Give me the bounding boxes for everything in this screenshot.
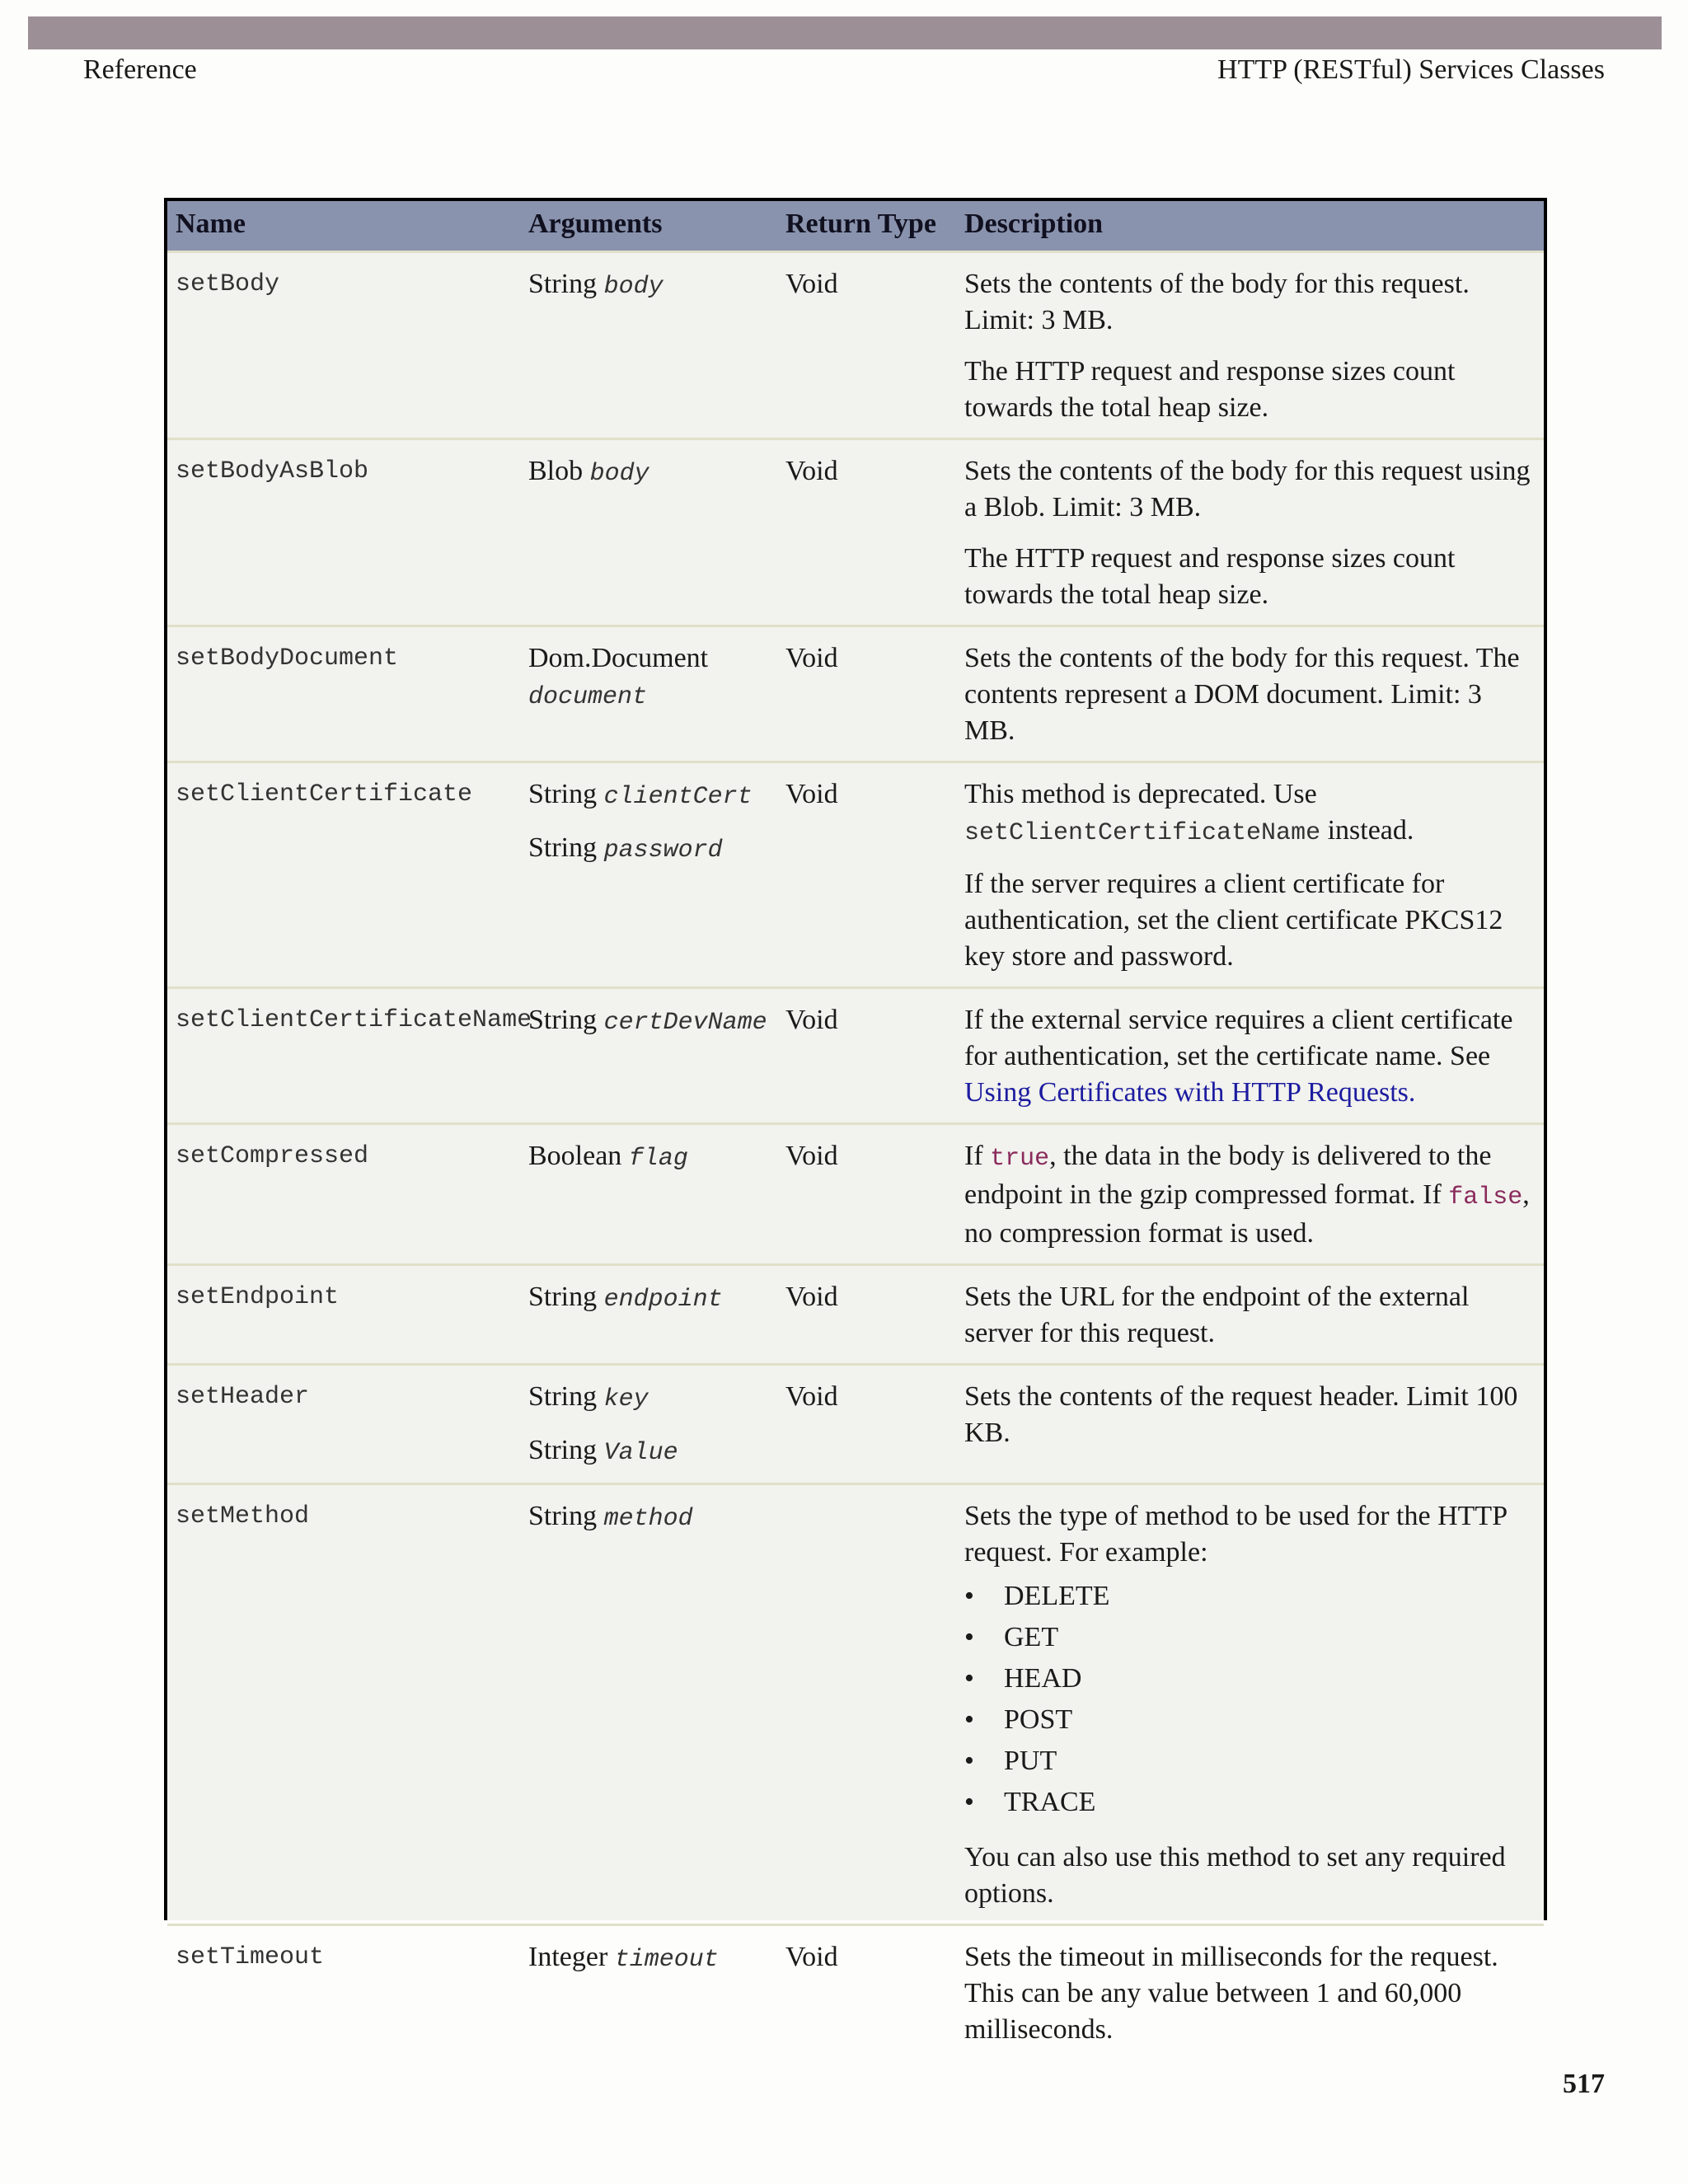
list-item (964, 1576, 1537, 1617)
http-methods-list (964, 1576, 1537, 1823)
methods-table (167, 198, 1544, 2060)
argument (528, 776, 771, 815)
return-type: Void (777, 1365, 956, 1484)
return-type (777, 1484, 956, 1925)
method-arguments (520, 762, 777, 988)
method-name: setMethod (167, 1484, 520, 1925)
list-item-text: PUT (1004, 1746, 1057, 1776)
list-item (964, 1658, 1537, 1699)
method-arguments (520, 1484, 777, 1925)
list-item (964, 1782, 1537, 1823)
table-row (167, 626, 1544, 762)
method-arguments (520, 988, 777, 1124)
description-paragraph: If the server requires a client certificate for authentication, set the client certificate PKCS12 key store and password. (964, 869, 1503, 972)
argument-name: Value (603, 1439, 678, 1467)
table-row (167, 1925, 1544, 2060)
method-description (956, 1265, 1544, 1365)
method-description (956, 1484, 1544, 1925)
code-keyword: false (1448, 1183, 1523, 1212)
return-type: Void (777, 988, 956, 1124)
description-paragraph: Sets the timeout in milliseconds for the request. This can be any value between 1 and 60,000 milliseconds. (964, 1942, 1498, 2045)
argument-type: Boolean (528, 1141, 622, 1171)
argument-name: certDevName (603, 1009, 767, 1037)
argument-type: Dom.Document (528, 643, 709, 673)
certificates-doc-link[interactable]: Using Certificates with HTTP Requests (964, 1077, 1409, 1108)
list-item-text: POST (1004, 1704, 1073, 1735)
argument (528, 1432, 771, 1471)
list-item-text: DELETE (1004, 1581, 1110, 1611)
argument (528, 266, 771, 305)
argument-type: String (528, 1501, 598, 1531)
header-section-title: Reference (83, 54, 197, 85)
argument (528, 1498, 771, 1537)
argument-name: endpoint (603, 1286, 723, 1314)
method-name: setCompressed (167, 1124, 520, 1265)
description-paragraph: Sets the contents of the request header. Limit 100 KB. (964, 1381, 1518, 1448)
description-paragraph: Sets the URL for the endpoint of the external server for this request. (964, 1282, 1470, 1348)
list-item (964, 1699, 1537, 1741)
description-paragraph: Sets the contents of the body for this request. Limit: 3 MB. (964, 269, 1470, 335)
description-paragraph: Sets the type of method to be used for the HTTP request. For example: (964, 1501, 1507, 1568)
method-description (956, 1925, 1544, 2060)
method-name: setTimeout (167, 1925, 520, 2060)
return-type: Void (777, 1925, 956, 2060)
description-paragraph: The HTTP request and response sizes count towards the total heap size. (964, 543, 1456, 610)
method-arguments (520, 252, 777, 439)
argument-type: String (528, 832, 598, 863)
argument-name: flag (628, 1145, 688, 1173)
column-header-description: Description (956, 198, 1544, 252)
method-arguments (520, 1265, 777, 1365)
list-item (964, 1617, 1537, 1658)
description-text: , the data in the body is delivered to the endpoint in the gzip compressed format. If (964, 1141, 1492, 1210)
bullet-icon: • (964, 1746, 974, 1776)
description-paragraph: Sets the contents of the body for this request using a Blob. Limit: 3 MB. (964, 456, 1531, 523)
method-name: setClientCertificateName (167, 988, 520, 1124)
bullet-icon: • (964, 1581, 974, 1611)
argument-name: method (603, 1505, 693, 1533)
argument (528, 830, 771, 869)
description-text: , no compression format is used. (964, 1179, 1530, 1249)
method-arguments (520, 1365, 777, 1484)
description-text: If (964, 1141, 983, 1171)
description-paragraph: Sets the contents of the body for this request. The contents represent a DOM document. Limit: 3 MB. (964, 643, 1520, 746)
top-bar (28, 16, 1662, 49)
table-row (167, 252, 1544, 439)
description-paragraph: The HTTP request and response sizes count towards the total heap size. (964, 356, 1456, 423)
return-type: Void (777, 762, 956, 988)
list-item-text: TRACE (1004, 1787, 1096, 1817)
table-row (167, 1265, 1544, 1365)
header-chapter-title: HTTP (RESTful) Services Classes (1217, 54, 1605, 85)
method-description (956, 252, 1544, 439)
bullet-icon: • (964, 1663, 974, 1694)
method-description (956, 1124, 1544, 1265)
argument-type: String (528, 269, 598, 299)
return-type: Void (777, 626, 956, 762)
table-row (167, 988, 1544, 1124)
method-description (956, 1365, 1544, 1484)
bullet-icon: • (964, 1622, 974, 1652)
argument-name: timeout (614, 1946, 719, 1974)
argument-type: String (528, 1005, 598, 1035)
description-text: instead. (1327, 815, 1414, 846)
method-name: setBodyAsBlob (167, 439, 520, 626)
methods-table-container (164, 198, 1547, 2045)
column-header-arguments: Arguments (520, 198, 777, 252)
page-number: 517 (1563, 2069, 1605, 2099)
argument (528, 1002, 771, 1041)
argument-type: Blob (528, 456, 584, 486)
bullet-icon: • (964, 1704, 974, 1735)
method-name: setEndpoint (167, 1265, 520, 1365)
table-row (167, 1365, 1544, 1484)
table-row (167, 1484, 1544, 1925)
column-header-return-type: Return Type (777, 198, 956, 252)
return-type: Void (777, 1265, 956, 1365)
argument (528, 1379, 771, 1418)
argument-type: Integer (528, 1942, 608, 1972)
list-item (964, 1741, 1537, 1782)
method-arguments (520, 1124, 777, 1265)
method-name: setHeader (167, 1365, 520, 1484)
argument-name: document (528, 683, 648, 711)
method-name: setBody (167, 252, 520, 439)
code-keyword: true (990, 1145, 1050, 1173)
method-description (956, 762, 1544, 988)
method-name: setBodyDocument (167, 626, 520, 762)
argument (528, 1279, 771, 1318)
argument (528, 453, 771, 492)
description-text: This method is deprecated. Use (964, 779, 1317, 809)
description-paragraph (964, 1138, 1537, 1252)
method-name: setClientCertificate (167, 762, 520, 988)
method-description (956, 626, 1544, 762)
method-arguments (520, 626, 777, 762)
argument-type: String (528, 1282, 598, 1312)
method-arguments (520, 1925, 777, 2060)
column-header-name: Name (167, 198, 520, 252)
return-type: Void (777, 1124, 956, 1265)
argument (528, 640, 771, 715)
table-row (167, 439, 1544, 626)
code-reference: setClientCertificateName (964, 819, 1321, 847)
description-paragraph (964, 776, 1537, 851)
argument-type: String (528, 1381, 598, 1412)
table-row (167, 762, 1544, 988)
argument-type: String (528, 779, 598, 809)
table-row (167, 1124, 1544, 1265)
return-type: Void (777, 252, 956, 439)
return-type: Void (777, 439, 956, 626)
argument (528, 1138, 771, 1177)
table-header-row (167, 198, 1544, 252)
list-item-text: GET (1004, 1622, 1059, 1652)
method-description (956, 439, 1544, 626)
argument-name: body (589, 460, 649, 488)
argument-name: key (603, 1385, 649, 1413)
method-description (956, 988, 1544, 1124)
description-text: . (1408, 1077, 1416, 1108)
description-paragraph: You can also use this method to set any required options. (964, 1842, 1506, 1909)
argument-name: clientCert (603, 783, 753, 811)
argument-type: String (528, 1435, 598, 1465)
argument-name: password (603, 837, 723, 865)
argument-name: body (603, 273, 663, 301)
method-arguments (520, 439, 777, 626)
description-text: If the external service requires a client certificate for authentication, set the certificate name. See (964, 1005, 1513, 1071)
bullet-icon: • (964, 1787, 974, 1817)
description-paragraph (964, 1002, 1537, 1111)
list-item-text: HEAD (1004, 1663, 1082, 1694)
argument (528, 1939, 771, 1978)
